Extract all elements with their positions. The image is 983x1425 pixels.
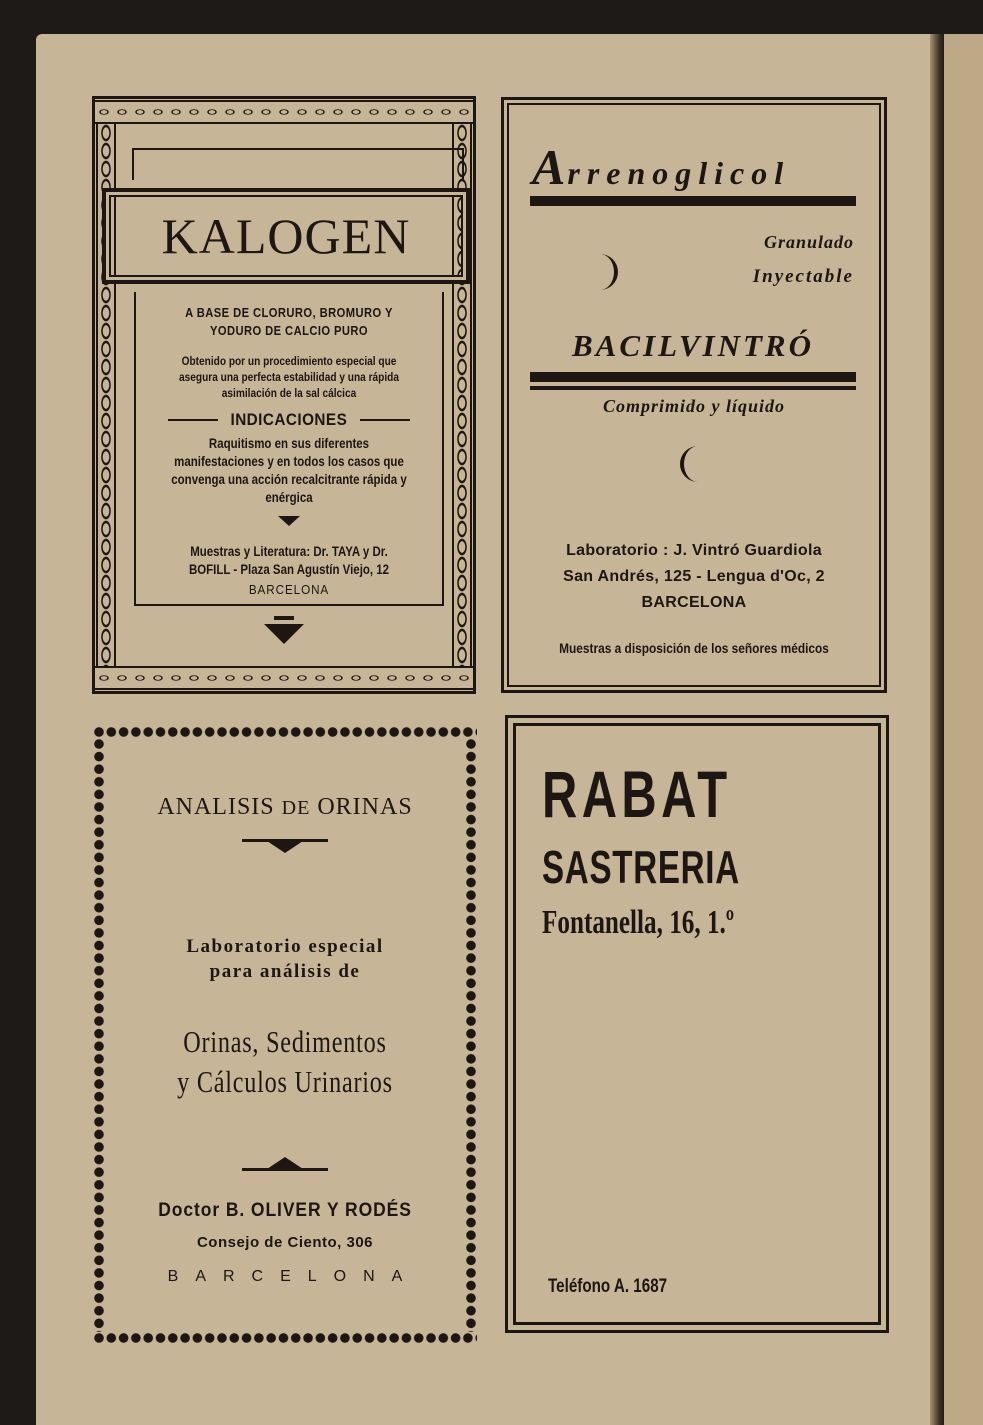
heavy-rule [530,196,856,206]
dotted-border-top [93,726,477,738]
comprimido-label: Comprimido y líquido [602,396,786,416]
facing-page-edge [944,34,983,1425]
kalogen-bracket [132,148,464,180]
title-initial: A [532,139,568,195]
kalogen-ornament-band-bottom [95,666,473,690]
lab-line-1: Laboratorio especial [186,936,384,957]
arrenoglicol-samples: Muestras a disposición de los señores médicos [559,640,829,656]
kalogen-composition: A BASE DE CLORURO, BROMURO Y YODURO DE CALCIO PURO [185,305,393,338]
kalogen-samples: Muestras y Literatura: Dr. TAYA y Dr. BOFILL - Plaza San Agustín Viejo, 12 [188,543,390,577]
inyectable-label: Inyectable [752,266,854,287]
lab-line-2: San Andrés, 125 - Lengua d'Oc, 2 [563,568,825,585]
kalogen-panel [134,292,444,606]
kalogen-indications-heading [136,410,442,430]
crescent-moon-icon [676,446,702,482]
services-line-1: Orinas, Sedimentos [183,1024,387,1059]
arrenoglicol-laboratory [504,538,884,616]
rabat-business: SASTRERIA [542,841,740,893]
lab-line-2: para análisis de [209,961,361,982]
rabat-telephone: Teléfono A. 1687 [548,1276,668,1297]
triangle-ornament-icon [278,516,300,526]
dotted-border-right [465,738,477,1332]
analisis-advertisement [93,726,477,1344]
analisis-doctor: Doctor B. OLIVER Y RODÉS [158,1200,412,1221]
analisis-address: Consejo de Ciento, 306 [196,1234,374,1251]
dotted-border-left [93,738,105,1332]
kalogen-city: BARCELONA [248,582,330,597]
analisis-services [154,1022,416,1102]
dotted-border-bottom [93,1332,477,1344]
lab-city: BARCELONA [641,594,747,611]
kalogen-ornament-band-top [95,100,473,124]
services-line-2: y Cálculos Urinarios [177,1064,393,1099]
rule-right [360,419,410,421]
kalogen-indications-text: Raquitismo en sus diferentes manifestaciones y en todos los casos que convenga una acción recalcitrante rápida y enérgica [171,435,407,505]
bacilvintro-title: BACILVINTRÓ [571,328,814,363]
indicaciones-label: INDICACIONES [230,410,348,429]
arrenoglicol-title [532,138,860,196]
rabat-address: Fontanella, 16, 1.º [542,904,735,941]
crescent-moon-icon [596,254,622,290]
heavy-rule [530,372,856,382]
down-arrow-ornament-icon [264,616,304,644]
title-rest: rrenoglicol [567,155,791,191]
arrenoglicol-advertisement [501,97,887,693]
analisis-city: BARCELONA [167,1268,420,1285]
rabat-advertisement [505,715,889,1333]
kalogen-description: Obtenido por un procedimiento especial que asegura una perfecta estabilidad y una rápida asimilación de la sal cálcica [179,356,399,400]
thin-rule [530,386,856,390]
rabat-name: RABAT [542,757,732,831]
title-part-de: DE [281,797,311,819]
analisis-content [117,750,453,1320]
analisis-laboratory [117,934,453,984]
title-part-1: ANALISIS [157,794,275,820]
kalogen-advertisement [92,96,476,694]
down-triangle-ornament-icon [242,838,328,854]
granulado-label: Granulado [763,232,854,252]
rule-left [168,419,218,421]
up-triangle-ornament-icon [242,1156,328,1172]
analisis-title [117,794,453,821]
lab-line-1: Laboratorio : J. Vintró Guardiola [566,542,822,559]
title-part-2: ORINAS [317,794,413,820]
kalogen-title: KALOGEN [102,188,470,284]
